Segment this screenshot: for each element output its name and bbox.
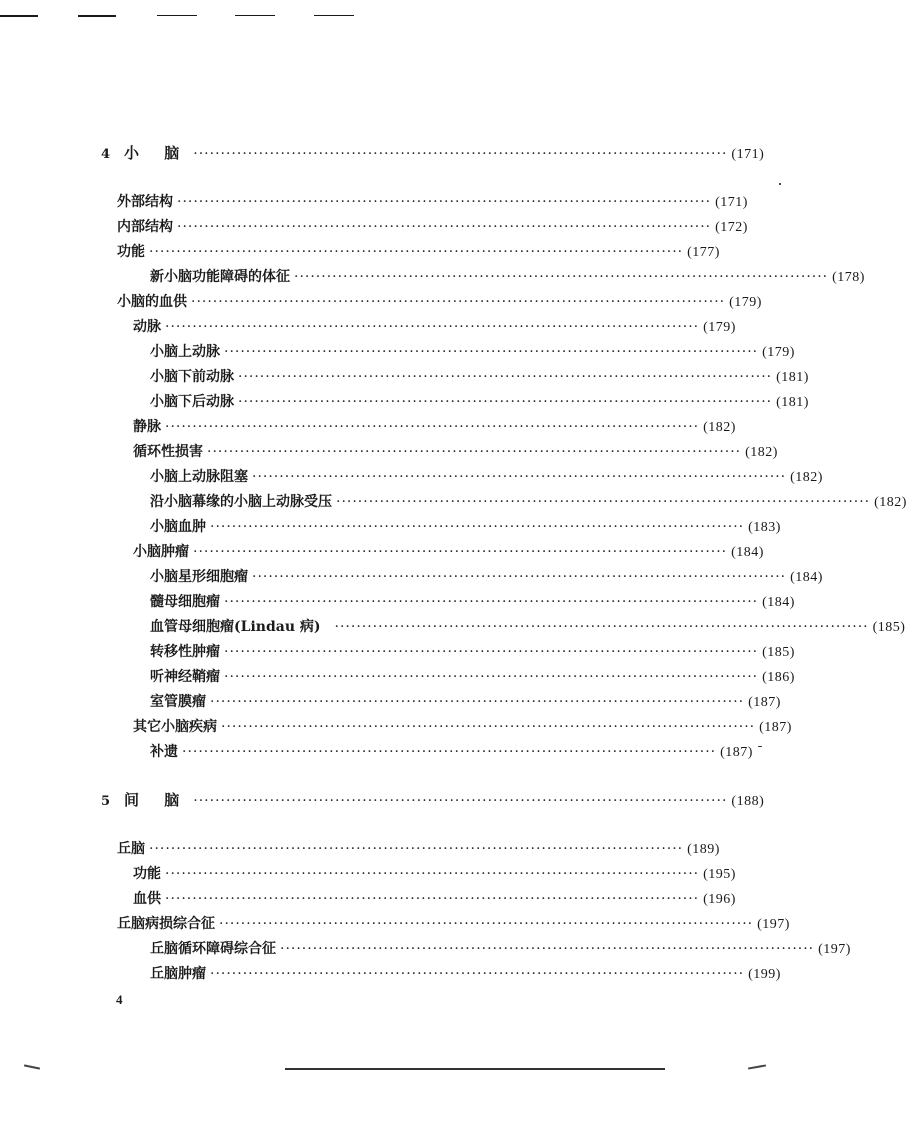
chapter-number: 4 (101, 147, 111, 162)
page-number: (187) (720, 745, 753, 760)
dot-leader: ·································································································· (210, 966, 745, 982)
toc-entry (150, 367, 809, 387)
dot-leader: ·································································································· (165, 866, 700, 882)
entry-title: 功能 (117, 244, 145, 260)
entry-title: 血管母细胞瘤(Lindau 病) (150, 619, 321, 635)
dot-leader: ·································································································· (165, 319, 700, 335)
toc-entry (150, 617, 906, 637)
dot-leader: ·································································································· (193, 544, 728, 560)
page-number: (185) (762, 645, 795, 660)
page-number: (178) (832, 270, 865, 285)
toc-entry (150, 592, 795, 612)
entry-title: 室管膜瘤 (150, 694, 206, 710)
toc-entry (150, 392, 809, 412)
dot-leader: ·································································································· (191, 294, 726, 310)
toc-entry (117, 192, 748, 212)
entry-title: 补遗 (150, 744, 178, 760)
dot-leader: ·································································································· (149, 244, 684, 260)
page-number: (199) (748, 967, 781, 982)
page-number: (181) (776, 395, 809, 410)
toc-entry (133, 864, 736, 884)
page-number: (179) (703, 320, 736, 335)
entry-title: 血供 (133, 891, 161, 907)
dot-leader: ·································································································· (238, 369, 773, 385)
dot-leader: ·································································································· (224, 644, 759, 660)
page-number: (187) (748, 695, 781, 710)
entry-title: 转移性肿瘤 (150, 644, 220, 660)
dot-leader: ·································································································· (165, 891, 700, 907)
toc-entry (133, 317, 736, 337)
entry-title: 小脑上动脉 (150, 344, 220, 360)
dot-leader: ·································································································· (238, 394, 773, 410)
dot-leader: ·································································································· (280, 941, 815, 957)
entry-title: 小脑血肿 (150, 519, 206, 535)
toc-entry (133, 717, 792, 737)
scan-mark (314, 15, 354, 16)
toc-entry (150, 517, 781, 537)
scan-mark (157, 15, 197, 16)
dot-leader: ·································································································· (210, 694, 745, 710)
toc-entry (117, 839, 720, 859)
entry-title: 丘脑 (117, 841, 145, 857)
toc-entry (150, 267, 865, 287)
entry-title: 外部结构 (117, 194, 173, 210)
page-number: (172) (715, 220, 748, 235)
chapter-heading (101, 143, 765, 163)
entry-title: 小脑上动脉阻塞 (150, 469, 248, 485)
scan-mark (285, 1068, 665, 1070)
page-number: (182) (874, 495, 907, 510)
page-number: (181) (776, 370, 809, 385)
page-number: (179) (729, 295, 762, 310)
toc-entry (133, 417, 736, 437)
entry-title: 丘脑肿瘤 (150, 966, 206, 982)
page-number: (182) (745, 445, 778, 460)
toc-entry (117, 217, 748, 237)
toc-entry (133, 542, 764, 562)
dot-leader: ·································································································· (193, 146, 728, 162)
toc-entry (133, 889, 736, 909)
entry-title: 功能 (133, 866, 161, 882)
dot-leader: ·································································································· (182, 744, 717, 760)
entry-title: 小脑星形细胞瘤 (150, 569, 248, 585)
toc-entry (150, 567, 823, 587)
scan-mark (78, 15, 116, 17)
page-number: (197) (818, 942, 851, 957)
page-number: (182) (790, 470, 823, 485)
chapter-name: 小 脑 (124, 144, 190, 162)
entry-title: 丘脑循环障碍综合征 (150, 941, 276, 957)
dot-leader: ·································································································· (224, 669, 759, 685)
scan-mark (235, 15, 275, 16)
toc-entry (150, 642, 795, 662)
dot-leader: ·································································································· (252, 569, 787, 585)
page-number: (184) (731, 545, 764, 560)
page-number: (188) (731, 794, 765, 809)
page-number: (171) (715, 195, 748, 210)
dot-leader: ·································································································· (221, 719, 756, 735)
dot-leader: ·································································································· (177, 194, 712, 210)
page-number: (171) (731, 147, 765, 162)
chapter-number: 5 (101, 794, 111, 809)
toc-entry (133, 442, 778, 462)
dot-leader: ·································································································· (224, 594, 759, 610)
toc-entry (150, 467, 823, 487)
entry-title: 内部结构 (117, 219, 173, 235)
page-number: (196) (703, 892, 736, 907)
page-number: (186) (762, 670, 795, 685)
toc-entry (150, 742, 753, 762)
page-folio: 4 (116, 992, 123, 1007)
dot-leader: ·································································································· (294, 269, 829, 285)
dot-leader: ·································································································· (224, 344, 759, 360)
toc-entry (150, 939, 851, 959)
toc-entry (150, 492, 907, 512)
page-number: (184) (790, 570, 823, 585)
scan-mark (758, 746, 762, 747)
entry-title: 动脉 (133, 319, 161, 335)
scan-mark (24, 1064, 40, 1069)
entry-title: 循环性损害 (133, 444, 203, 460)
scan-mark (748, 1064, 766, 1069)
entry-title: 听神经鞘瘤 (150, 669, 220, 685)
entry-title: 其它小脑疾病 (133, 719, 217, 735)
entry-title: 丘脑病损综合征 (117, 916, 215, 932)
page-number: (177) (687, 245, 720, 260)
toc-entry (150, 342, 795, 362)
page-number: (195) (703, 867, 736, 882)
chapter-title (101, 143, 189, 165)
toc-entry (150, 964, 781, 984)
entry-title: 小脑的血供 (117, 294, 187, 310)
dot-leader: ·································································································· (336, 494, 871, 510)
toc-entry (117, 914, 790, 934)
entry-title: 新小脑功能障碍的体征 (150, 269, 290, 285)
chapter-title (101, 790, 189, 812)
page-number: (183) (748, 520, 781, 535)
entry-title: 静脉 (133, 419, 161, 435)
dot-leader: ·································································································· (165, 419, 700, 435)
entry-title: 沿小脑幕缘的小脑上动脉受压 (150, 494, 332, 510)
dot-leader: ·································································································· (149, 841, 684, 857)
page-number: (179) (762, 345, 795, 360)
entry-title: 髓母细胞瘤 (150, 594, 220, 610)
entry-title: 小脑下前动脉 (150, 369, 234, 385)
page-number: (182) (703, 420, 736, 435)
page-number: (197) (757, 917, 790, 932)
page-number: (185) (872, 620, 906, 635)
dot-leader: ·································································································· (193, 793, 728, 809)
entry-title: 小脑肿瘤 (133, 544, 189, 560)
toc-entry (117, 242, 720, 262)
dot-leader: ·································································································· (210, 519, 745, 535)
page-number: (187) (759, 720, 792, 735)
scan-mark (779, 183, 781, 185)
dot-leader: ·································································································· (177, 219, 712, 235)
toc-entry (117, 292, 762, 312)
toc-entry (150, 667, 795, 687)
chapter-name: 间 脑 (124, 791, 190, 809)
dot-leader: ·································································································· (207, 444, 742, 460)
scan-mark (0, 15, 38, 17)
page-number: (189) (687, 842, 720, 857)
toc-entry (150, 692, 781, 712)
dot-leader: ·································································································· (219, 916, 754, 932)
dot-leader: ·································································································· (334, 619, 869, 635)
entry-title: 小脑下后动脉 (150, 394, 234, 410)
chapter-heading (101, 790, 765, 810)
page-number: (184) (762, 595, 795, 610)
dot-leader: ·································································································· (252, 469, 787, 485)
